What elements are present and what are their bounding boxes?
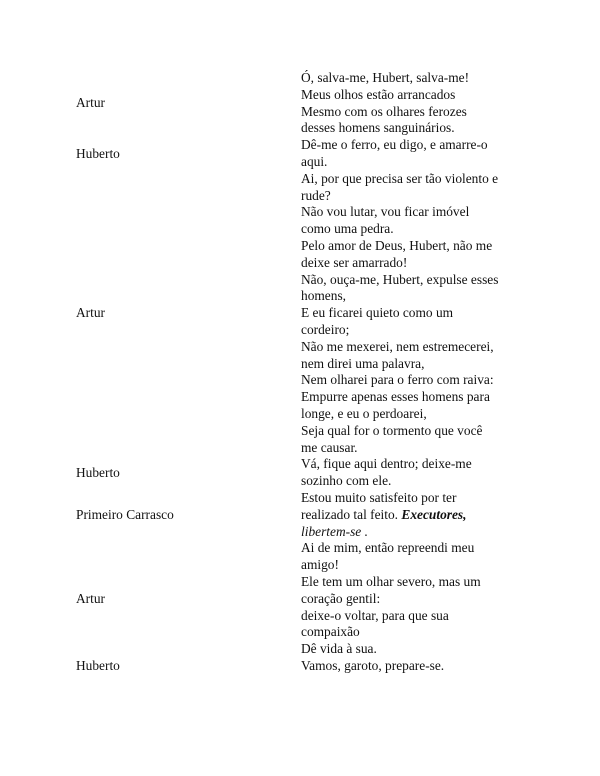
speech-block <box>301 456 536 490</box>
speech-line: Vá, fique aqui dentro; deixe-me <box>301 456 472 472</box>
speech-block <box>301 137 536 171</box>
speech-line: Mesmo com os olhares ferozes <box>301 103 467 119</box>
dialogue-row <box>76 171 536 457</box>
speech-line: longe, e eu o perdoarei, <box>301 405 427 421</box>
speech-line: Não me mexerei, nem estremecerei, <box>301 338 494 354</box>
speech-line: amigo! <box>301 557 339 573</box>
speech-block <box>301 490 536 540</box>
dialogue-row <box>76 456 536 490</box>
speech-line: Ele tem um olhar severo, mas um <box>301 573 481 589</box>
speech-block <box>301 70 536 137</box>
speech-line: Não, ouça-me, Hubert, expulse esses <box>301 271 499 287</box>
speech-line: aqui. <box>301 153 328 169</box>
speech-line: coração gentil: <box>301 590 381 606</box>
speaker-name: Artur <box>76 305 106 321</box>
speaker-name: Huberto <box>76 464 120 480</box>
speech-line: Vamos, garoto, prepare-se. <box>301 657 445 673</box>
speech-line: homens, <box>301 288 347 304</box>
dialogue-table <box>76 70 536 675</box>
dialogue-row <box>76 658 536 675</box>
speaker-name: Artur <box>76 95 106 111</box>
speech-line: desses homens sanguinários. <box>301 120 455 136</box>
speech-line: Meus olhos estão arrancados <box>301 86 456 102</box>
speech-text: realizado tal feito. <box>301 506 402 522</box>
speech-block <box>301 171 536 457</box>
speech-line: Dê-me o ferro, eu digo, e amarre-o <box>301 137 488 153</box>
dialogue-row <box>76 540 536 658</box>
speech-line: Nem olharei para o ferro com raiva: <box>301 372 494 388</box>
speech-line-with-stage-direction <box>301 507 536 524</box>
speech-line: Ai, por que precisa ser tão violento e <box>301 170 499 186</box>
speech-line: sozinho com ele. <box>301 473 392 489</box>
stage-direction-bold: Executores, <box>401 506 467 522</box>
speech-line: nem direi uma palavra, <box>301 355 425 371</box>
stage-direction: libertem-se . <box>301 523 368 539</box>
dialogue-row <box>76 490 536 540</box>
speech-line: Empurre apenas esses homens para <box>301 389 490 405</box>
speech-line: E eu ficarei quieto como um <box>301 305 454 321</box>
speech-block <box>301 658 536 675</box>
speech-block <box>301 540 536 658</box>
speech-line: deixe ser amarrado! <box>301 254 408 270</box>
speaker-name: Primeiro Carrasco <box>76 506 174 522</box>
speech-line: deixe-o voltar, para que sua <box>301 607 449 623</box>
speech-line: Estou muito satisfeito por ter <box>301 489 457 505</box>
speech-line: compaixão <box>301 624 360 640</box>
speaker-name: Huberto <box>76 657 120 673</box>
speech-line: Pelo amor de Deus, Hubert, não me <box>301 237 493 253</box>
speech-line: me causar. <box>301 439 358 455</box>
dialogue-row <box>76 137 536 171</box>
speech-line: Dê vida à sua. <box>301 641 377 657</box>
dialogue-body <box>76 70 536 675</box>
speaker-name: Artur <box>76 590 106 606</box>
speech-line: como uma pedra. <box>301 221 394 237</box>
speech-line: cordeiro; <box>301 321 350 337</box>
dialogue-row <box>76 70 536 137</box>
speech-line: Ó, salva-me, Hubert, salva-me! <box>301 70 470 85</box>
speaker-name: Huberto <box>76 145 120 161</box>
speech-line: Ai de mim, então repreendi meu <box>301 540 475 556</box>
speech-line: Seja qual for o tormento que você <box>301 422 483 438</box>
speech-line: rude? <box>301 187 331 203</box>
speech-line: Não vou lutar, vou ficar imóvel <box>301 204 470 220</box>
